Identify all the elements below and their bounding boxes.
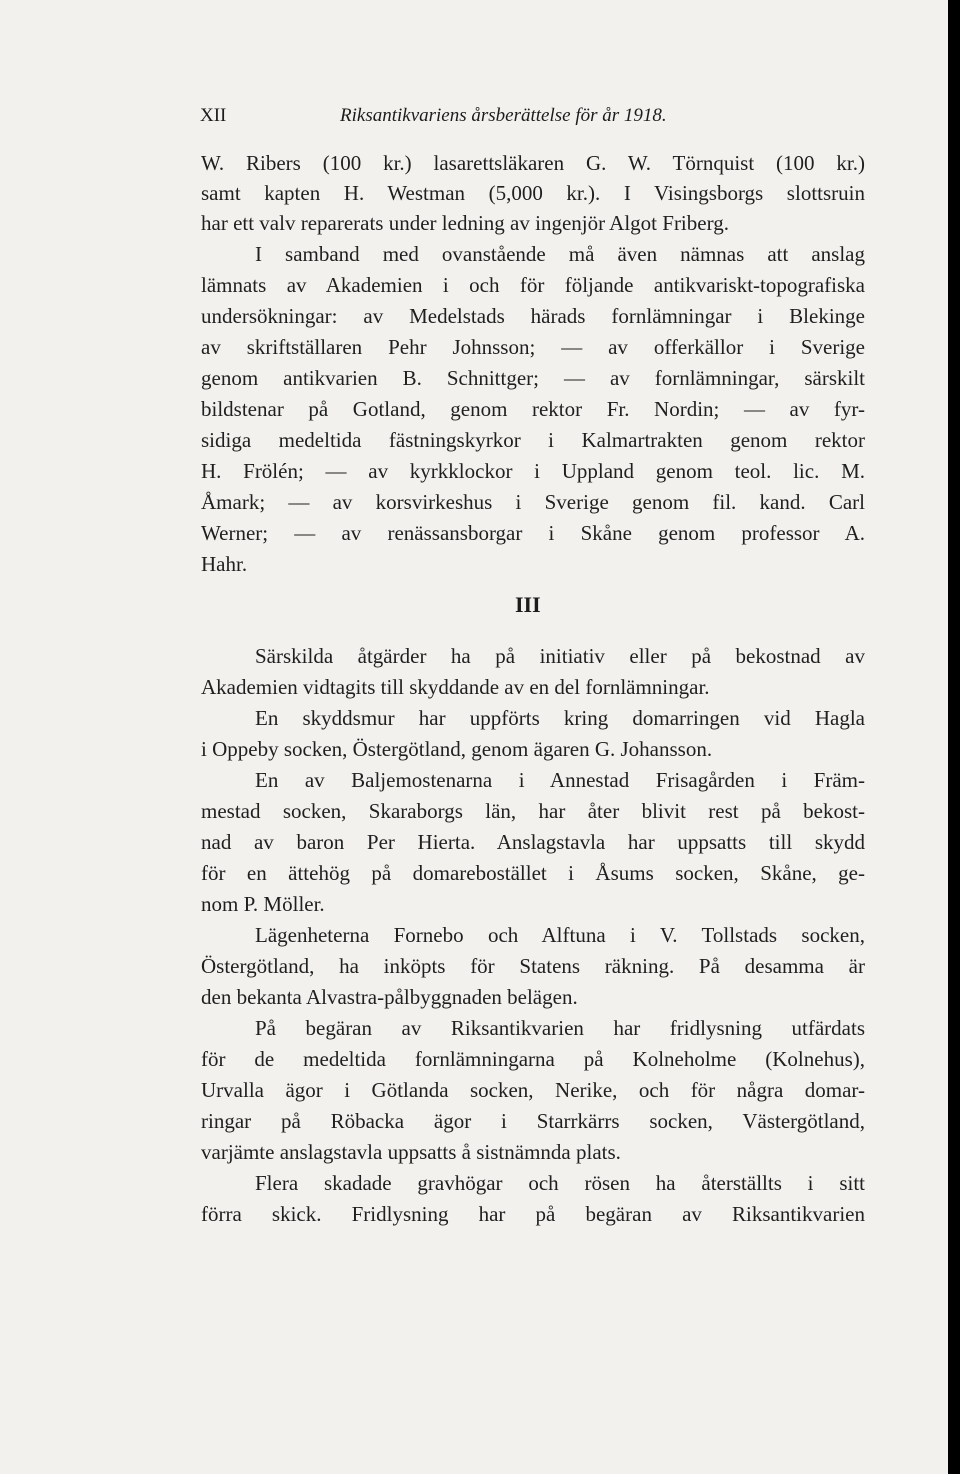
text-line: har ett valv reparerats under ledning av ingenjör Algot Friberg. [201, 211, 729, 235]
text-line: mestad socken, Skaraborgs län, har åter blivit rest på bekost- [201, 799, 865, 823]
text-line: bildstenar på Gotland, genom rektor Fr. Nordin; — av fyr- [201, 397, 865, 421]
page-number: XII [200, 105, 227, 126]
text-line: Urvalla ägor i Götlanda socken, Nerike, och för några domar- [201, 1078, 865, 1102]
text-line: den bekanta Alvastra-pålbyggnaden belägen. [201, 985, 578, 1009]
text-line: i Oppeby socken, Östergötland, genom ägaren G. Johansson. [201, 737, 713, 761]
text-line: Särskilda åtgärder ha på initiativ eller på bekostnad av [255, 644, 865, 668]
text-line: Östergötland, ha inköpts för Statens räkning. På desamma är [201, 954, 865, 978]
text-line: Åmark; — av korsvirkeshus i Sverige genom fil. kand. Carl [201, 490, 865, 514]
text-line: ringar på Röbacka ägor i Starrkärrs socken, Västergötland, [201, 1109, 865, 1133]
text-line: W. Ribers (100 kr.) lasarettsläkaren G. W. Törnquist (100 kr.) [201, 151, 865, 175]
text-line: undersökningar: av Medelstads härads fornlämningar i Blekinge [201, 304, 865, 328]
text-line: En skyddsmur har uppförts kring domarringen vid Hagla [255, 706, 865, 730]
text-line: Lägenheterna Fornebo och Alftuna i V. Tollstads socken, [255, 923, 865, 947]
text-line: samt kapten H. Westman (5,000 kr.). I Visingsborgs slottsruin [201, 181, 865, 205]
page-header [200, 105, 868, 133]
text-line: lämnats av Akademien i och för följande antikvariskt-topografiska [201, 273, 865, 297]
text-line: nom P. Möller. [201, 892, 325, 916]
text-line: Flera skadade gravhögar och rösen ha återställts i sitt [255, 1171, 865, 1195]
text-line: av skriftställaren Pehr Johnsson; — av offerkällor i Sverige [201, 335, 865, 359]
text-line: nad av baron Per Hierta. Anslagstavla har uppsatts till skydd [201, 830, 865, 854]
text-line: Hahr. [201, 552, 248, 576]
text-line: På begäran av Riksantikvarien har fridlysning utfärdats [255, 1016, 865, 1040]
text-line: En av Baljemostenarna i Annestad Frisagården i Främ- [255, 768, 865, 792]
text-line: för en ättehög på domarebostället i Åsums socken, Skåne, ge- [201, 861, 865, 885]
section-heading: III [515, 592, 541, 617]
text-line: förra skick. Fridlysning har på begäran av Riksantikvarien [201, 1202, 865, 1226]
text-line: H. Frölén; — av kyrkklockor i Uppland genom teol. lic. M. [201, 459, 865, 483]
running-title: Riksantikvariens årsberättelse för år 1918. [340, 105, 667, 126]
text-line: Akademien vidtagits till skyddande av en del fornlämningar. [201, 675, 710, 699]
text-line: genom antikvarien B. Schnittger; — av fornlämningar, särskilt [201, 366, 865, 390]
text-line: varjämte anslagstavla uppsatts å sistnämnda plats. [201, 1140, 621, 1164]
text-line: sidiga medeltida fästningskyrkor i Kalmartrakten genom rektor [201, 428, 865, 452]
text-line: Werner; — av renässansborgar i Skåne genom professor A. [201, 521, 865, 545]
text-line: I samband med ovanstående må även nämnas att anslag [255, 242, 865, 266]
text-line: för de medeltida fornlämningarna på Kolneholme (Kolnehus), [201, 1047, 865, 1071]
